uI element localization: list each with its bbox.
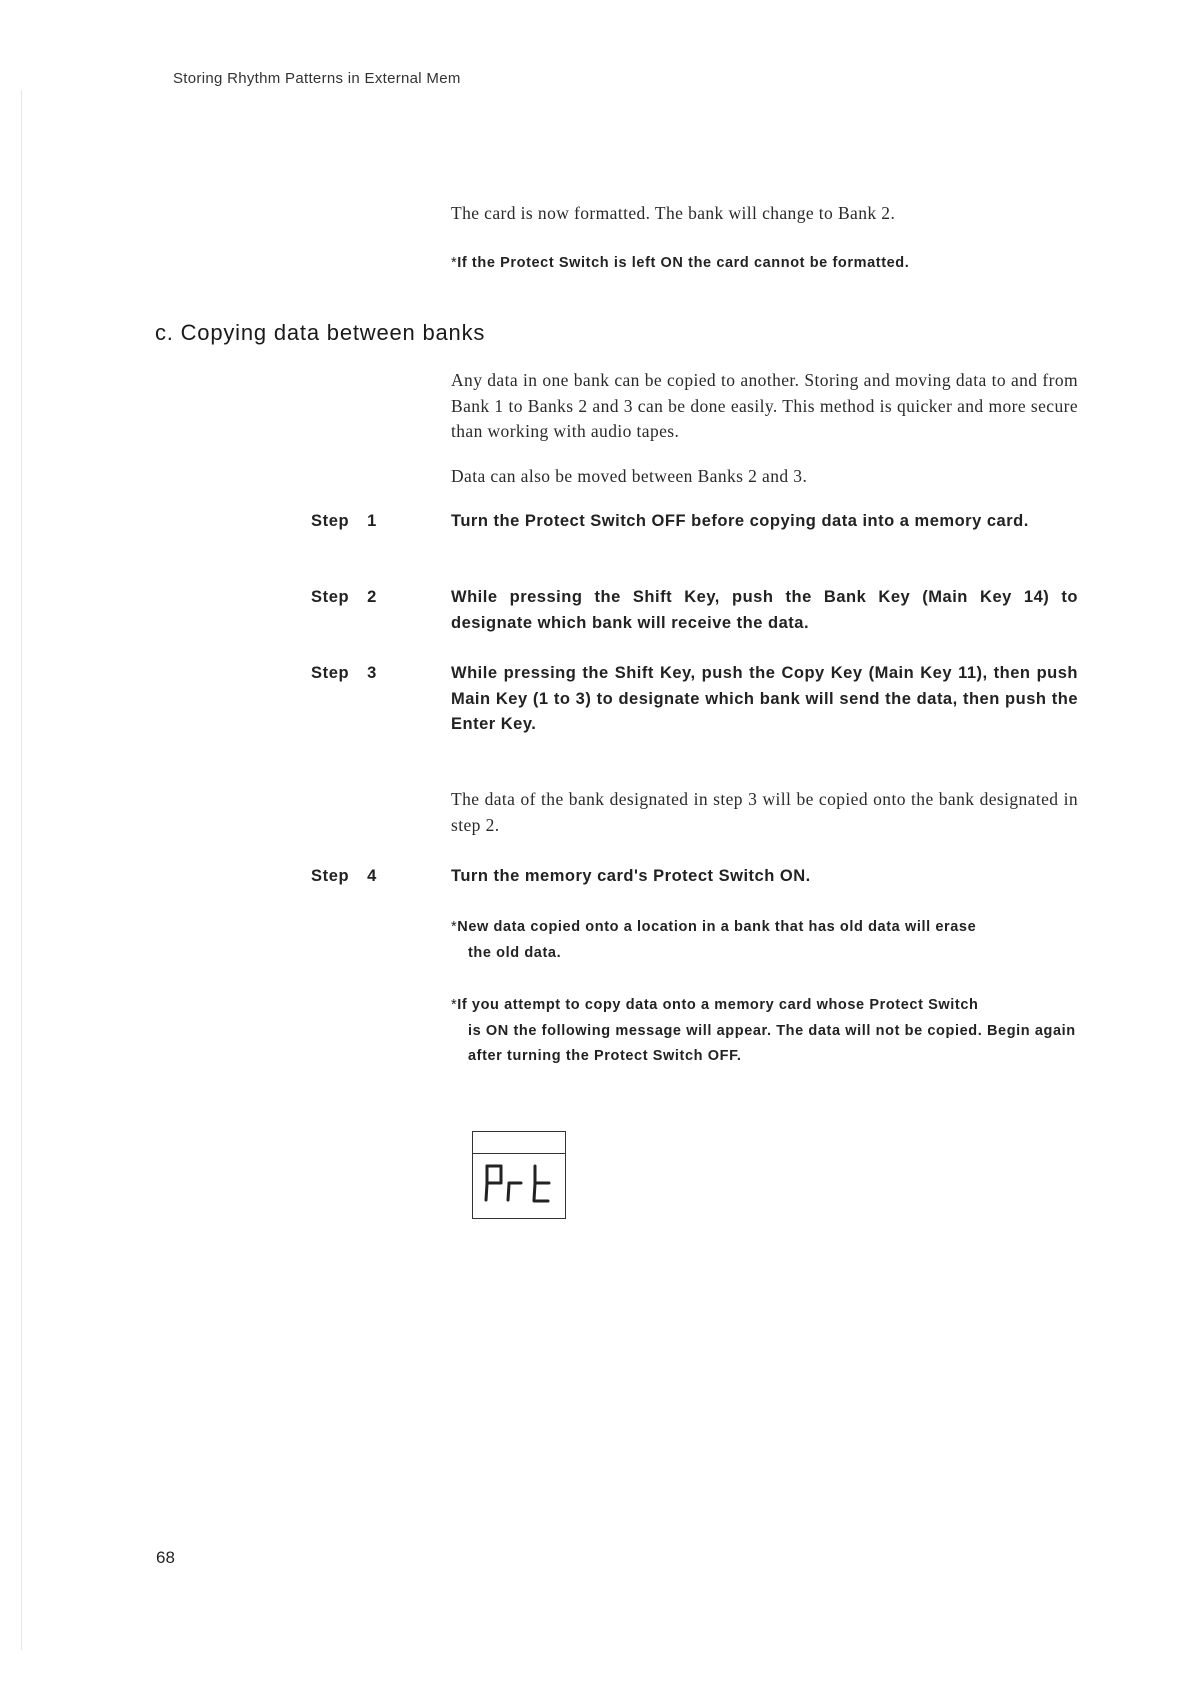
step-1-label: Step 1 — [311, 512, 377, 530]
lcd-segment-display — [483, 1162, 557, 1208]
page-number: 68 — [156, 1548, 175, 1567]
overwrite-note — [451, 915, 1078, 966]
scan-margin-line — [21, 90, 22, 1650]
running-head: Storing Rhythm Patterns in External Mem — [173, 70, 461, 87]
step-4-label: Step 4 — [311, 867, 377, 885]
protect-message-note-first-line: If you attempt to copy data onto a memory card whose Protect Switch — [457, 997, 979, 1013]
step-3-text: While pressing the Shift Key, push the Copy Key (Main Key 11), then push Main Key (1 to 3) to designate which bank will send the data, then push the Enter Key. — [451, 664, 1078, 733]
step-4-text: Turn the memory card's Protect Switch ON. — [451, 867, 811, 885]
overwrite-note-continuation: the old data. — [468, 944, 562, 961]
overwrite-note-first-line: New data copied onto a location in a bank that has old data will erase — [457, 919, 977, 935]
section-intro-paragraph: Any data in one bank can be copied to another. Storing and moving data to and from Bank 1 to Banks 2 and 3 can be done easily. This method is quicker and more secure than working with audio tapes. — [451, 370, 1078, 441]
banks-2-3-paragraph: Data can also be moved between Banks 2 and 3. — [451, 466, 808, 486]
protect-note-text: If the Protect Switch is left ON the card cannot be formatted. — [457, 255, 910, 271]
step-3-result-text: The data of the bank designated in step 3 will be copied onto the bank designated in step 2. — [451, 789, 1078, 835]
protect-message-note-continuation: is ON the following message will appear. The data will not be copied. Begin again after turning the Protect Switch OFF. — [468, 1022, 1076, 1064]
step-3-label: Step 3 — [311, 664, 377, 682]
note-asterisk: * — [451, 997, 458, 1013]
protect-message-note — [451, 993, 1078, 1070]
protect-switch-note — [451, 251, 1078, 277]
step-2-text: While pressing the Shift Key, push the Bank Key (Main Key 14) to designate which bank will receive the data. — [451, 588, 1078, 632]
note-asterisk: * — [451, 255, 458, 271]
format-complete-text: The card is now formatted. The bank will change to Bank 2. — [451, 203, 896, 223]
section-title: c. Copying data between banks — [155, 320, 486, 345]
lcd-top-band — [473, 1138, 565, 1154]
lcd-display — [472, 1131, 566, 1219]
step-1-text: Turn the Protect Switch OFF before copying data into a memory card. — [451, 512, 1029, 530]
note-asterisk: * — [451, 919, 458, 935]
step-2-label: Step 2 — [311, 588, 377, 606]
